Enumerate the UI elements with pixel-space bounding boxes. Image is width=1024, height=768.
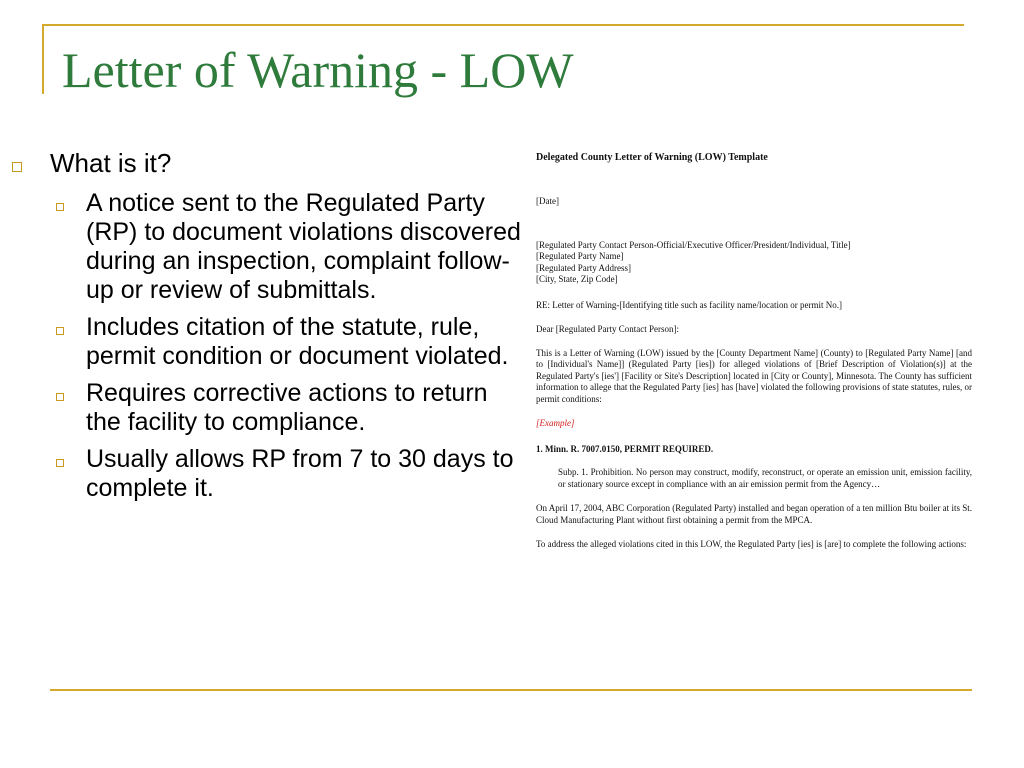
- sub-bullet-text: Usually allows RP from 7 to 30 days to complete it.: [86, 445, 514, 502]
- document-salutation: Dear [Regulated Party Contact Person]:: [536, 324, 679, 334]
- address-line: [City, State, Zip Code]: [536, 274, 618, 284]
- address-line: [Regulated Party Contact Person-Official/Executive Officer/President/Individual, Title]: [536, 239, 851, 250]
- address-line: [Regulated Party Name]: [536, 251, 624, 261]
- square-bullet-icon: [56, 327, 64, 335]
- address-line: [Regulated Party Address]: [536, 262, 631, 273]
- bullet-text: What is it?: [50, 148, 172, 178]
- sub-bullet-text: A notice sent to the Regulated Party (RP) to document violations discovered during an inspection, complaint follow-up or review of submittals.: [86, 189, 521, 304]
- frame-top-line: [42, 24, 964, 26]
- document-body: This is a Letter of Warning (LOW) issued by the [County Department Name] (County) to [Regulated Party Name] [and to [Individual's Name]] (Regulated Party [ies]) for alleged violations of [Brief Description of Violation(s)] at the Regulated Party's [ies'] [Facility or Site's Description] located in [City or County], Minnesota. The County has sufficient information to allege that the Regulated Party [ies] has [have] violated the following provisions of state statutes, rules, or permit conditions:: [536, 347, 972, 404]
- sub-bullet-text: Requires corrective actions to return the facility to compliance.: [86, 379, 488, 436]
- document-finding: On April 17, 2004, ABC Corporation (Regulated Party) installed and began operation of a ten million Btu boiler at its St. Cloud Manufacturing Plant without first obtaining a permit from the MPCA.: [536, 503, 972, 525]
- bullet-list: [12, 148, 522, 511]
- sub-bullet-corrective-actions: [12, 379, 522, 437]
- bullet-what-is-it: [12, 148, 522, 179]
- square-bullet-icon: [56, 393, 64, 401]
- sub-bullet-notice: [12, 189, 522, 305]
- document-re-line: RE: Letter of Warning-[Identifying title such as facility name/location or permit No.]: [536, 299, 843, 310]
- low-template-document: [536, 152, 972, 551]
- square-bullet-icon: [56, 459, 64, 467]
- frame-vertical-line: [42, 24, 44, 94]
- document-title: Delegated County Letter of Warning (LOW) Template: [536, 152, 768, 163]
- sub-bullet-text: Includes citation of the statute, rule, permit condition or document violated.: [86, 313, 509, 370]
- document-rule-heading: 1. Minn. R. 7007.0150, PERMIT REQUIRED.: [536, 443, 714, 454]
- square-bullet-icon: [56, 203, 64, 211]
- sub-bullet-list: [12, 189, 522, 503]
- document-subpart: Subp. 1. Prohibition. No person may construct, modify, reconstruct, or operate an emission unit, emission facility, or stationary source except in compliance with an air emission permit from the Agency…: [558, 467, 972, 489]
- document-actions: To address the alleged violations cited in this LOW, the Regulated Party [ies] is [are] to complete the following actions:: [536, 539, 967, 549]
- sub-bullet-citation: [12, 313, 522, 371]
- document-example-label: [Example]: [536, 418, 575, 428]
- frame-bottom-line: [50, 689, 972, 691]
- document-date: [Date]: [536, 196, 559, 206]
- square-bullet-icon: [12, 162, 22, 172]
- sub-bullet-timeframe: [12, 445, 522, 503]
- slide-title: Letter of Warning - LOW: [62, 42, 574, 98]
- document-address-block: [536, 240, 972, 286]
